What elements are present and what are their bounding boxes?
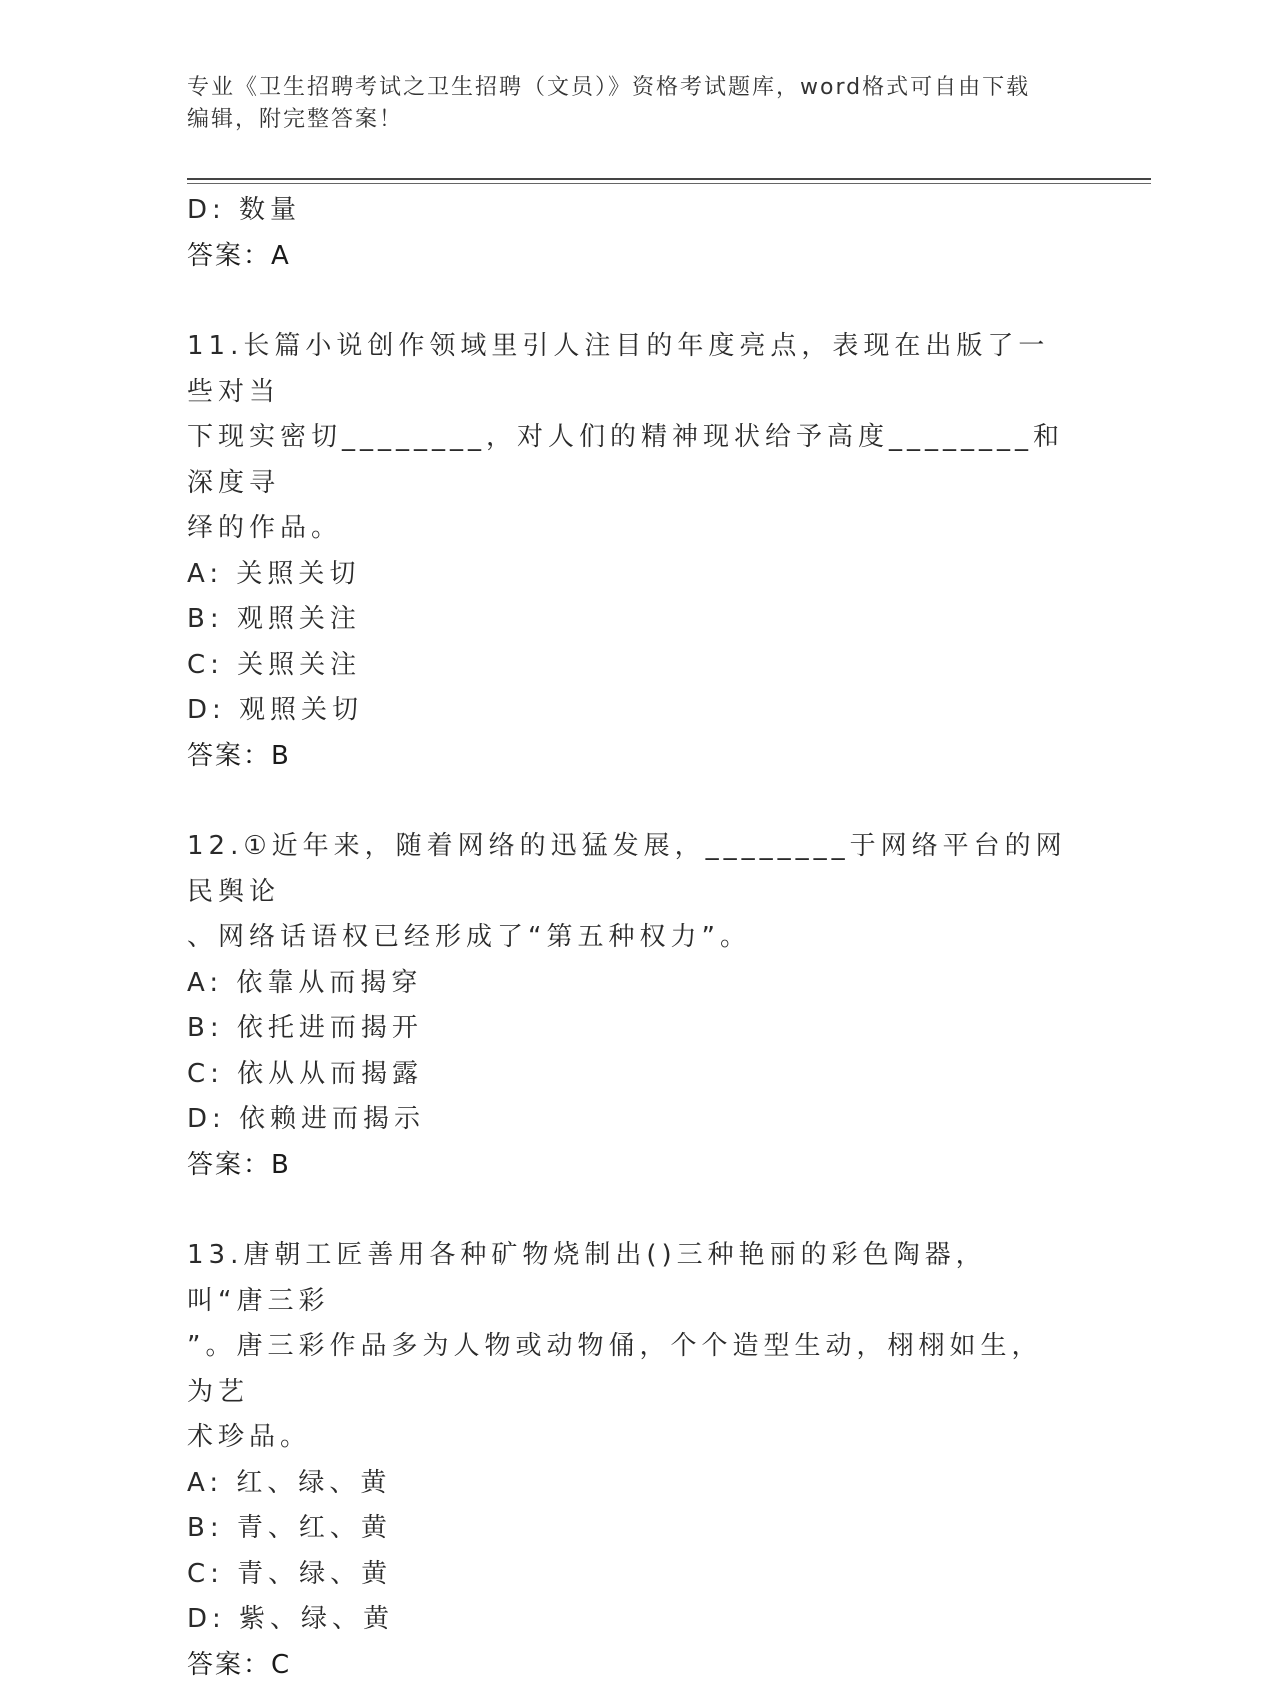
option-d: D: 数量 (187, 188, 1087, 234)
stem-line: 下现实密切________，对人们的精神现状给予高度________和深度寻 (187, 415, 1067, 506)
option-d: D: 紫、绿、黄 (187, 1597, 1087, 1643)
question-11 (187, 324, 1087, 779)
question-13 (187, 1233, 1087, 1688)
spacer (187, 779, 1087, 824)
stem-line: 11.长篇小说创作领域里引人注目的年度亮点，表现在出版了一些对当 (187, 324, 1067, 415)
spacer (187, 279, 1087, 324)
document-header (187, 72, 1067, 136)
stem-line: ”。唐三彩作品多为人物或动物俑，个个造型生动，栩栩如生，为艺 (187, 1324, 1067, 1415)
answer-line: 答案：A (187, 234, 1087, 280)
option-d: D: 依赖进而揭示 (187, 1097, 1087, 1143)
question-list (187, 188, 1087, 1688)
stem-line: 12.①近年来，随着网络的迅猛发展，________于网络平台的网民舆论 (187, 824, 1067, 915)
question-stem (187, 1233, 1067, 1461)
stem-line: 绎的作品。 (187, 506, 1067, 552)
option-c: C: 依从从而揭露 (187, 1052, 1087, 1098)
header-line-1: 专业《卫生招聘考试之卫生招聘（文员）》资格考试题库，word格式可自由下载 (187, 72, 1067, 104)
question-10-tail (187, 188, 1087, 279)
option-a: A: 红、绿、黄 (187, 1461, 1087, 1507)
question-stem (187, 824, 1067, 961)
answer-line: 答案：C (187, 1643, 1087, 1688)
option-d: D: 观照关切 (187, 688, 1087, 734)
stem-line: 、网络话语权已经形成了“第五种权力”。 (187, 915, 1067, 961)
question-stem (187, 324, 1067, 552)
option-a: A: 关照关切 (187, 552, 1087, 598)
header-divider-thick (187, 178, 1151, 180)
answer-line: 答案：B (187, 734, 1087, 780)
header-divider-thin (187, 183, 1151, 184)
option-b: B: 青、红、黄 (187, 1506, 1087, 1552)
option-c: C: 关照关注 (187, 643, 1087, 689)
option-a: A: 依靠从而揭穿 (187, 961, 1087, 1007)
answer-line: 答案：B (187, 1143, 1087, 1189)
question-12 (187, 824, 1087, 1188)
header-line-2: 编辑，附完整答案！ (187, 104, 1067, 136)
stem-line: 13.唐朝工匠善用各种矿物烧制出()三种艳丽的彩色陶器，叫“唐三彩 (187, 1233, 1067, 1324)
option-b: B: 依托进而揭开 (187, 1006, 1087, 1052)
option-b: B: 观照关注 (187, 597, 1087, 643)
option-c: C: 青、绿、黄 (187, 1552, 1087, 1598)
stem-line: 术珍品。 (187, 1415, 1067, 1461)
spacer (187, 1188, 1087, 1233)
